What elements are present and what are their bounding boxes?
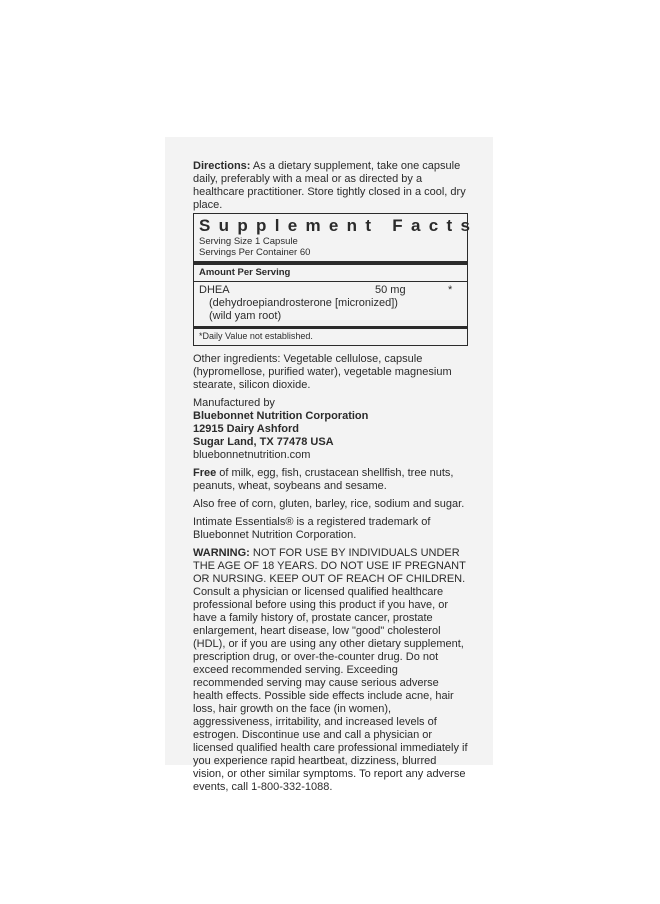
other-ingredients: Other ingredients: Vegetable cellulose, capsule (hypromellose, purified water), vegetable magnesium stearate, silicon dioxide. <box>193 353 452 391</box>
label-panel <box>165 137 493 793</box>
ingredient-daily-value: * <box>448 284 453 296</box>
serving-size: Serving Size 1 Capsule <box>199 236 298 247</box>
free-text: of milk, egg, fish, crustacean shellfish, tree nuts, peanuts, wheat, soybeans and sesame. <box>193 467 454 492</box>
ingredient-detail-1: (dehydroepiandrosterone [micronized]) <box>209 297 398 309</box>
free-label: Free <box>193 467 217 479</box>
label-content <box>193 160 479 794</box>
directions-paragraph <box>193 160 468 212</box>
manufacturer-website: bluebonnetnutrition.com <box>193 449 311 461</box>
warning-label: WARNING: <box>193 547 250 559</box>
facts-thick-divider <box>194 261 467 265</box>
warning-body: Consult a physician or licensed qualified healthcare professional before using this product if you have, or have a family history of, prostate cancer, prostate enlargement, heart disease, low "good" cholesterol (HDL), or if you are using any other dietary supplement, prescription drug, or over-the-counter drug. Do not exceed recommended serving. Exceeding recommended serving may cause serious adverse health effects. Possible side effects include acne, hair loss, hair growth on the face (in women), aggressiveness, irritability, and increased levels of estrogen. Discontinue use and call a physician or licensed qualified health care professional immediately if you experience rapid heartbeat, dizziness, blurred vision, or other similar symptoms. To report any adverse events, call 1-800-332-1088. <box>193 586 468 793</box>
manufacturer-name: Bluebonnet Nutrition Corporation <box>193 410 369 422</box>
supplement-facts-box <box>193 213 479 346</box>
manufacturer-street: 12915 Dairy Ashford <box>193 423 299 435</box>
allergen-free-statement <box>193 467 468 493</box>
trademark-statement: Intimate Essentials® is a registered trademark of Bluebonnet Nutrition Corporation. <box>193 516 431 541</box>
facts-bottom-divider <box>194 326 467 329</box>
daily-value-footnote: *Daily Value not established. <box>199 331 313 341</box>
directions-text: As a dietary supplement, take one capsule daily, preferably with a meal or as directed by a healthcare practitioner. Store tightly closed in a cool, dry place. <box>193 160 466 211</box>
amount-per-serving-header: Amount Per Serving <box>199 267 291 278</box>
ingredient-name: DHEA <box>199 284 230 296</box>
facts-thin-divider <box>194 281 467 282</box>
ingredient-detail-2: (wild yam root) <box>209 310 282 322</box>
manufacturer-intro: Manufactured by <box>193 397 275 409</box>
manufacturer-city: Sugar Land, TX 77478 USA <box>193 436 334 448</box>
ingredient-amount: 50 mg <box>375 284 406 296</box>
supplement-facts-title: Supplement Facts <box>199 216 479 235</box>
warning-caps-text: NOT FOR USE BY INDIVIDUALS UNDER THE AGE OF 18 YEARS. DO NOT USE IF PREGNANT OR NURSING. KEEP OUT OF REACH OF CHILDREN. <box>193 547 466 585</box>
also-free-statement: Also free of corn, gluten, barley, rice, sodium and sugar. <box>193 498 465 510</box>
manufacturer-block <box>193 397 468 462</box>
servings-per-container: Servings Per Container 60 <box>199 247 311 258</box>
directions-label: Directions: <box>193 160 251 172</box>
warning-caps <box>193 547 468 586</box>
ingredient-row <box>199 284 463 297</box>
